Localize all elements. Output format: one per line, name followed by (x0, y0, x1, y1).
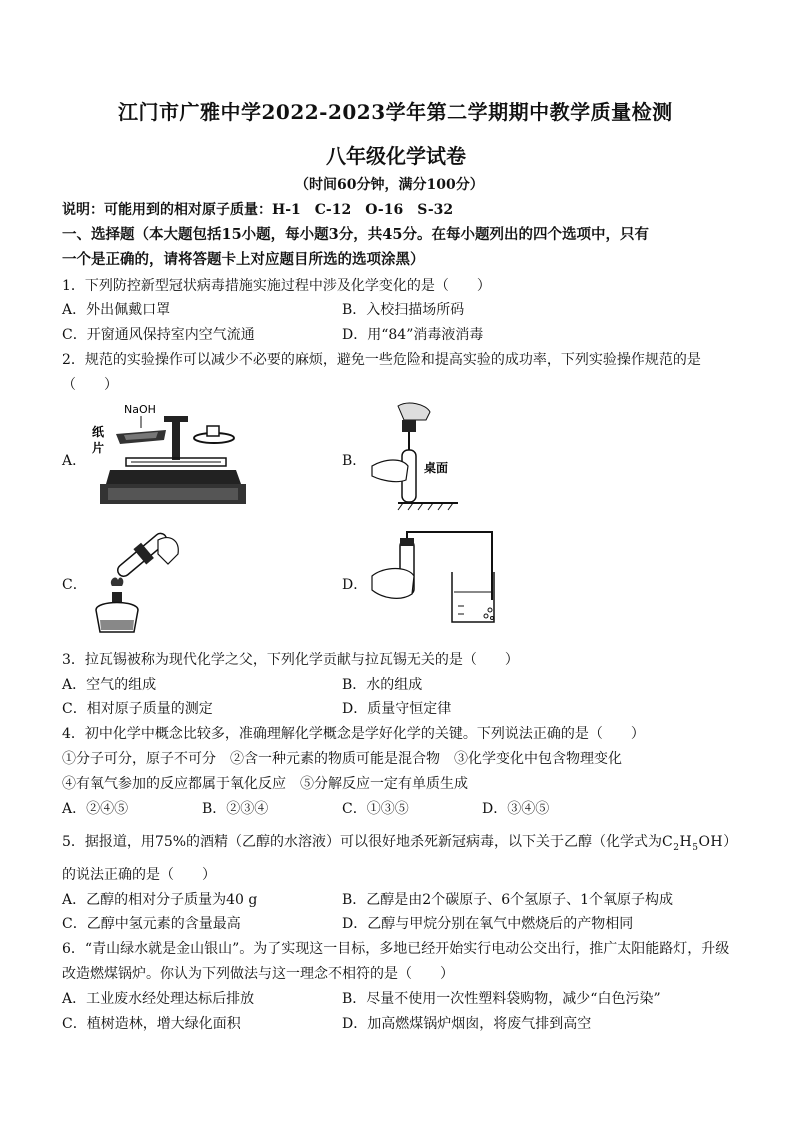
svg-text:纸: 纸 (92, 425, 105, 439)
time-note: （时间60分钟，满分100分） (295, 177, 484, 193)
exam-title: 江门市广雅中学2022-2023学年第二学期期中教学质量检测 (118, 100, 673, 124)
q4-option-c: C．①③⑤ (342, 801, 409, 817)
q6-option-c: C．植树造林，增大绿化面积 (62, 1016, 241, 1032)
atomic-mass-note: 说明：可能用到的相对原子质量：H-1 C-12 O-16 S-32 (62, 202, 454, 218)
airtight-check-image (368, 530, 518, 630)
q5-stem (62, 831, 737, 853)
q1-option-d: D．用“84”消毒液消毒 (342, 327, 484, 343)
q3-option-a: A．空气的组成 (62, 677, 157, 693)
naoh-label: NaOH (124, 403, 156, 416)
q5-option-c: C．乙醇中氢元素的含量最高 (62, 916, 241, 932)
dropper-test-tube-image (368, 400, 518, 515)
section1-heading-line2: 一个是正确的，请将答题卡上对应题目所选的选项涂黑） (62, 251, 425, 268)
q5-option-d: D．乙醇与甲烷分别在氧气中燃烧后的产物相同 (342, 916, 634, 932)
ethanol-formula: $C_2H_5OH$ (662, 834, 724, 853)
q4-stem: 4．初中化学中概念比较多，准确理解化学概念是学好化学的关键。下列说法正确的是（ ） (62, 726, 645, 742)
table-label: 桌面 (424, 461, 449, 475)
q6-stem-line2: 改造燃煤锅炉。你认为下列做法与这一理念不相符的是（ ） (62, 966, 454, 982)
q4-option-a: A．②④⑤ (62, 801, 129, 817)
q3-stem: 3．拉瓦锡被称为现代化学之父，下列化学贡献与拉瓦锡无关的是（ ） (62, 652, 519, 668)
q5-stem-line2: 的说法正确的是（ ） (62, 867, 216, 883)
q1-option-c: C．开窗通风保持室内空气流通 (62, 327, 255, 343)
q3-option-c: C．相对原子质量的测定 (62, 701, 213, 717)
q2-option-b: B． (342, 453, 367, 469)
q6-stem-line1: 6．“青山绿水就是金山银山”。为了实现这一目标，多地已经开始实行电动公交出行，推广太阳能路灯，升级 (62, 941, 730, 957)
q2-option-d: D． (342, 577, 368, 593)
section1-heading-line1: 一、选择题（本大题包括15小题，每小题3分，共45分。在每小题列出的四个选项中，只有 (62, 226, 649, 243)
q6-option-a: A．工业废水经处理达标后排放 (62, 991, 255, 1007)
q5-option-a: A．乙醇的相对分子质量为40 g (62, 892, 258, 908)
q1-stem: 1．下列防控新型冠状病毒措施实施过程中涉及化学变化的是（ ） (62, 278, 491, 294)
q2-option-c: C． (62, 577, 87, 593)
svg-text:片: 片 (92, 441, 105, 455)
exam-subtitle: 八年级化学试卷 (326, 144, 466, 168)
balance-weighing-image (86, 400, 246, 510)
q2-stem: 2．规范的实验操作可以减少不必要的麻烦，避免一些危险和提高实验的成功率，下列实验操作规范的是 (62, 352, 701, 368)
q4-statements-line1: ①分子可分，原子不可分 ②含一种元素的物质可能是混合物 ③化学变化中包含物理变化 (62, 751, 622, 767)
q5-stem-post: ） (723, 834, 738, 850)
q3-option-b: B．水的组成 (342, 677, 423, 693)
q4-option-d: D．③④⑤ (482, 801, 550, 817)
q1-option-b: B．入校扫描场所码 (342, 302, 465, 318)
q2-option-a: A． (62, 453, 87, 469)
heating-test-tube-image (86, 520, 196, 640)
q6-option-b: B．尽量不使用一次性塑料袋购物，减少“白色污染” (342, 991, 661, 1007)
q5-option-b: B．乙醇是由2个碳原子、6个氢原子、1个氧原子构成 (342, 892, 674, 908)
q6-option-d: D．加高燃煤锅炉烟囱，将废气排到高空 (342, 1016, 592, 1032)
q5-stem-pre: 5．据报道，用75%的酒精（乙醇的水溶液）可以很好地杀死新冠病毒，以下关于乙醇（化学式为 (62, 834, 663, 850)
q3-option-d: D．质量守恒定律 (342, 701, 452, 717)
q4-option-b: B．②③④ (202, 801, 269, 817)
q1-option-a: A．外出佩戴口罩 (62, 302, 171, 318)
q4-statements-line2: ④有氧气参加的反应都属于氧化反应 ⑤分解反应一定有单质生成 (62, 776, 468, 792)
q2-paren: （ ） (62, 377, 118, 393)
